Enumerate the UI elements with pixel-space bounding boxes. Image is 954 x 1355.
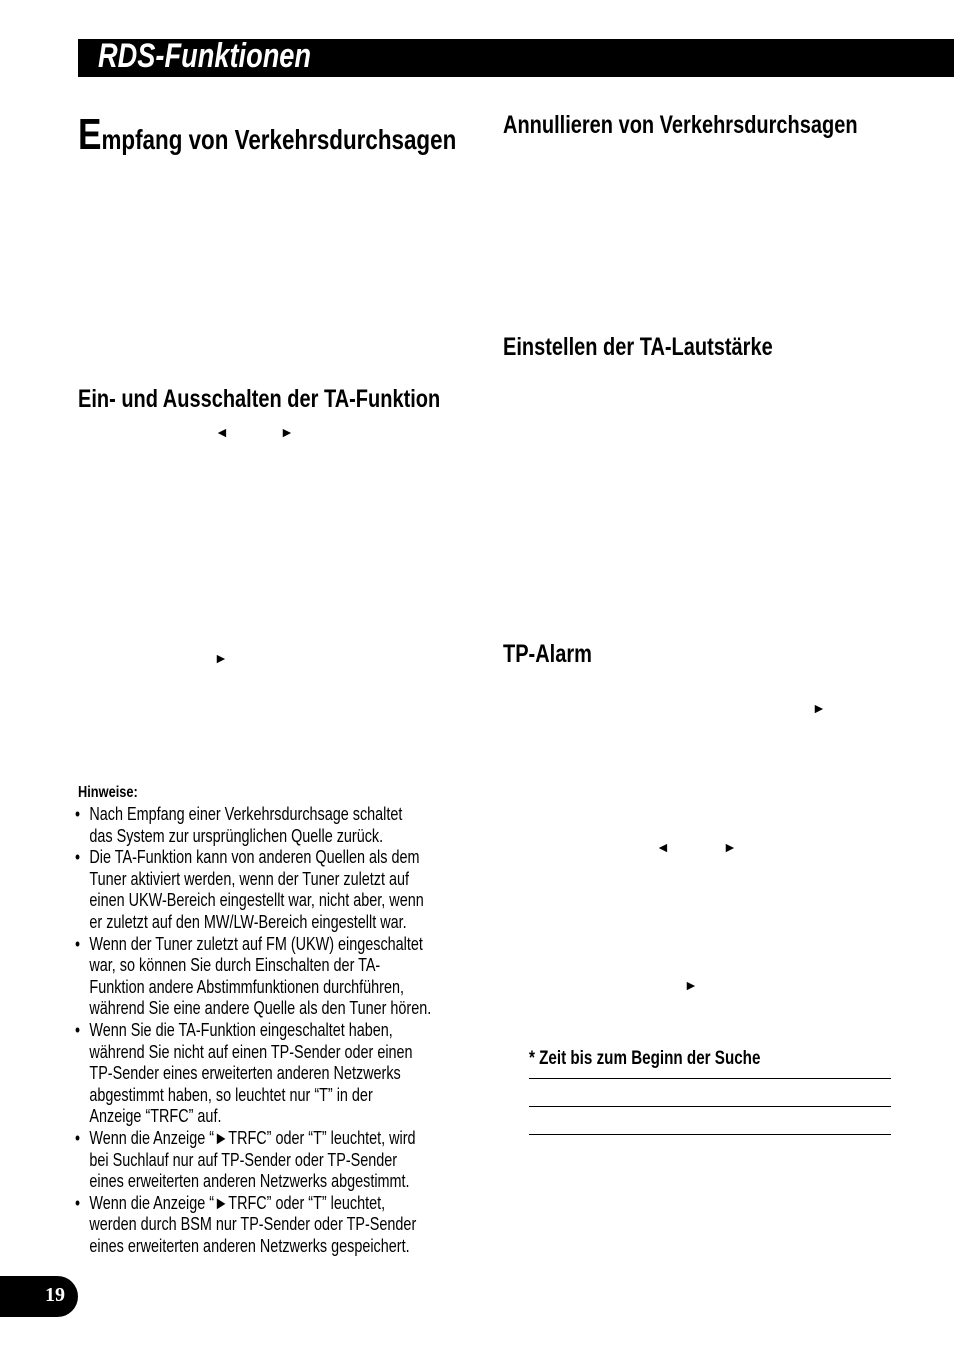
note-text: bei Suchlauf nur auf TP-Sender oder TP-Sender [89, 1149, 398, 1170]
page-heading [78, 110, 456, 160]
right-arrow-icon: ► [684, 977, 698, 993]
bullet-icon: • [75, 847, 81, 868]
bullet-icon: • [75, 1019, 81, 1040]
note-text: Funktion andere Abstimmfunktionen durchführen, [89, 976, 404, 997]
table-title: * Zeit bis zum Beginn der Suche [529, 1048, 761, 1069]
note-item [75, 1193, 431, 1215]
note-text: während Sie nicht auf einen TP-Sender oder einen [89, 1041, 413, 1062]
note-item [75, 934, 431, 956]
page-number: 19 [45, 1284, 65, 1306]
note-item-continuation [75, 1171, 431, 1193]
note-item-continuation [75, 826, 431, 848]
note-text: eines erweiterten anderen Netzwerks gespeichert. [89, 1235, 410, 1256]
subheading-tp-alarm: TP-Alarm [503, 640, 592, 668]
note-text: Wenn Sie die TA-Funktion eingeschaltet haben, [89, 1019, 393, 1040]
note-item-continuation [75, 912, 431, 934]
note-text: Die TA-Funktion kann von anderen Quellen als dem [89, 847, 420, 868]
note-text: Wenn der Tuner zuletzt auf FM (UKW) eingeschaltet [89, 933, 423, 954]
note-text: Wenn die Anzeige “►TRFC” oder “T” leuchtet, [89, 1192, 386, 1213]
table-rule [529, 1078, 891, 1079]
note-text: das System zur ursprünglichen Quelle zurück. [89, 825, 384, 846]
notes-list [75, 804, 431, 1257]
left-arrow-icon: ◄ [215, 424, 229, 440]
bullet-icon: • [75, 1127, 81, 1148]
subheading-ta-function: Ein- und Ausschalten der TA-Funktion [78, 385, 441, 413]
note-item [75, 847, 431, 869]
note-text: er zuletzt auf den MW/LW-Bereich eingestellt war. [89, 911, 407, 932]
note-item [75, 1020, 431, 1042]
note-text: während Sie eine andere Quelle als den Tuner hören. [89, 998, 432, 1019]
note-item-continuation [75, 977, 431, 999]
right-arrow-icon: ► [214, 650, 228, 666]
heading-rest: mpfang von Verkehrsdurchsagen [101, 124, 457, 155]
section-title: RDS-Funktionen [98, 37, 312, 75]
note-item-continuation [75, 1063, 431, 1085]
note-text: Wenn die Anzeige “►TRFC” oder “T” leuchtet, wird [89, 1127, 416, 1148]
note-item-continuation [75, 1106, 431, 1128]
page-number-tab [0, 1276, 78, 1317]
note-item-continuation [75, 1042, 431, 1064]
note-item-continuation [75, 1214, 431, 1236]
note-item-continuation [75, 1150, 431, 1172]
note-text: Tuner aktiviert werden, wenn der Tuner zuletzt auf [89, 868, 410, 889]
note-text: einen UKW-Bereich eingestellt war, nicht aber, wenn [89, 890, 424, 911]
note-item [75, 1128, 431, 1150]
heading-initial: E [78, 110, 102, 159]
note-text: war, so können Sie durch Einschalten der TA- [89, 955, 381, 976]
note-text: TP-Sender eines erweiterten anderen Netzwerks [89, 1063, 401, 1084]
note-item-continuation [75, 869, 431, 891]
right-arrow-icon: ► [280, 424, 294, 440]
right-arrow-icon: ► [723, 839, 737, 855]
table-rule [529, 1134, 891, 1135]
note-text: eines erweiterten anderen Netzwerks abgestimmt. [89, 1171, 410, 1192]
subheading-volume: Einstellen der TA-Lautstärke [503, 333, 773, 361]
subheading-cancel: Annullieren von Verkehrsdurchsagen [503, 111, 858, 139]
left-arrow-icon: ◄ [656, 839, 670, 855]
bullet-icon: • [75, 933, 81, 954]
right-arrow-icon: ► [812, 700, 826, 716]
notes-title: Hinweise: [78, 784, 138, 801]
note-text: abgestimmt haben, so leuchtet nur “T” in der [89, 1084, 373, 1105]
note-item-continuation [75, 1085, 431, 1107]
note-item [75, 804, 431, 826]
note-item-continuation [75, 890, 431, 912]
bullet-icon: • [75, 804, 81, 824]
note-item-continuation [75, 998, 431, 1020]
note-text: Nach Empfang einer Verkehrsdurchsage schaltet [89, 804, 403, 824]
note-item-continuation [75, 955, 431, 977]
bullet-icon: • [75, 1192, 81, 1213]
note-text: Anzeige “TRFC” auf. [89, 1106, 222, 1127]
table-rule [529, 1106, 891, 1107]
note-item-continuation [75, 1236, 431, 1258]
note-text: werden durch BSM nur TP-Sender oder TP-Sender [89, 1214, 417, 1235]
